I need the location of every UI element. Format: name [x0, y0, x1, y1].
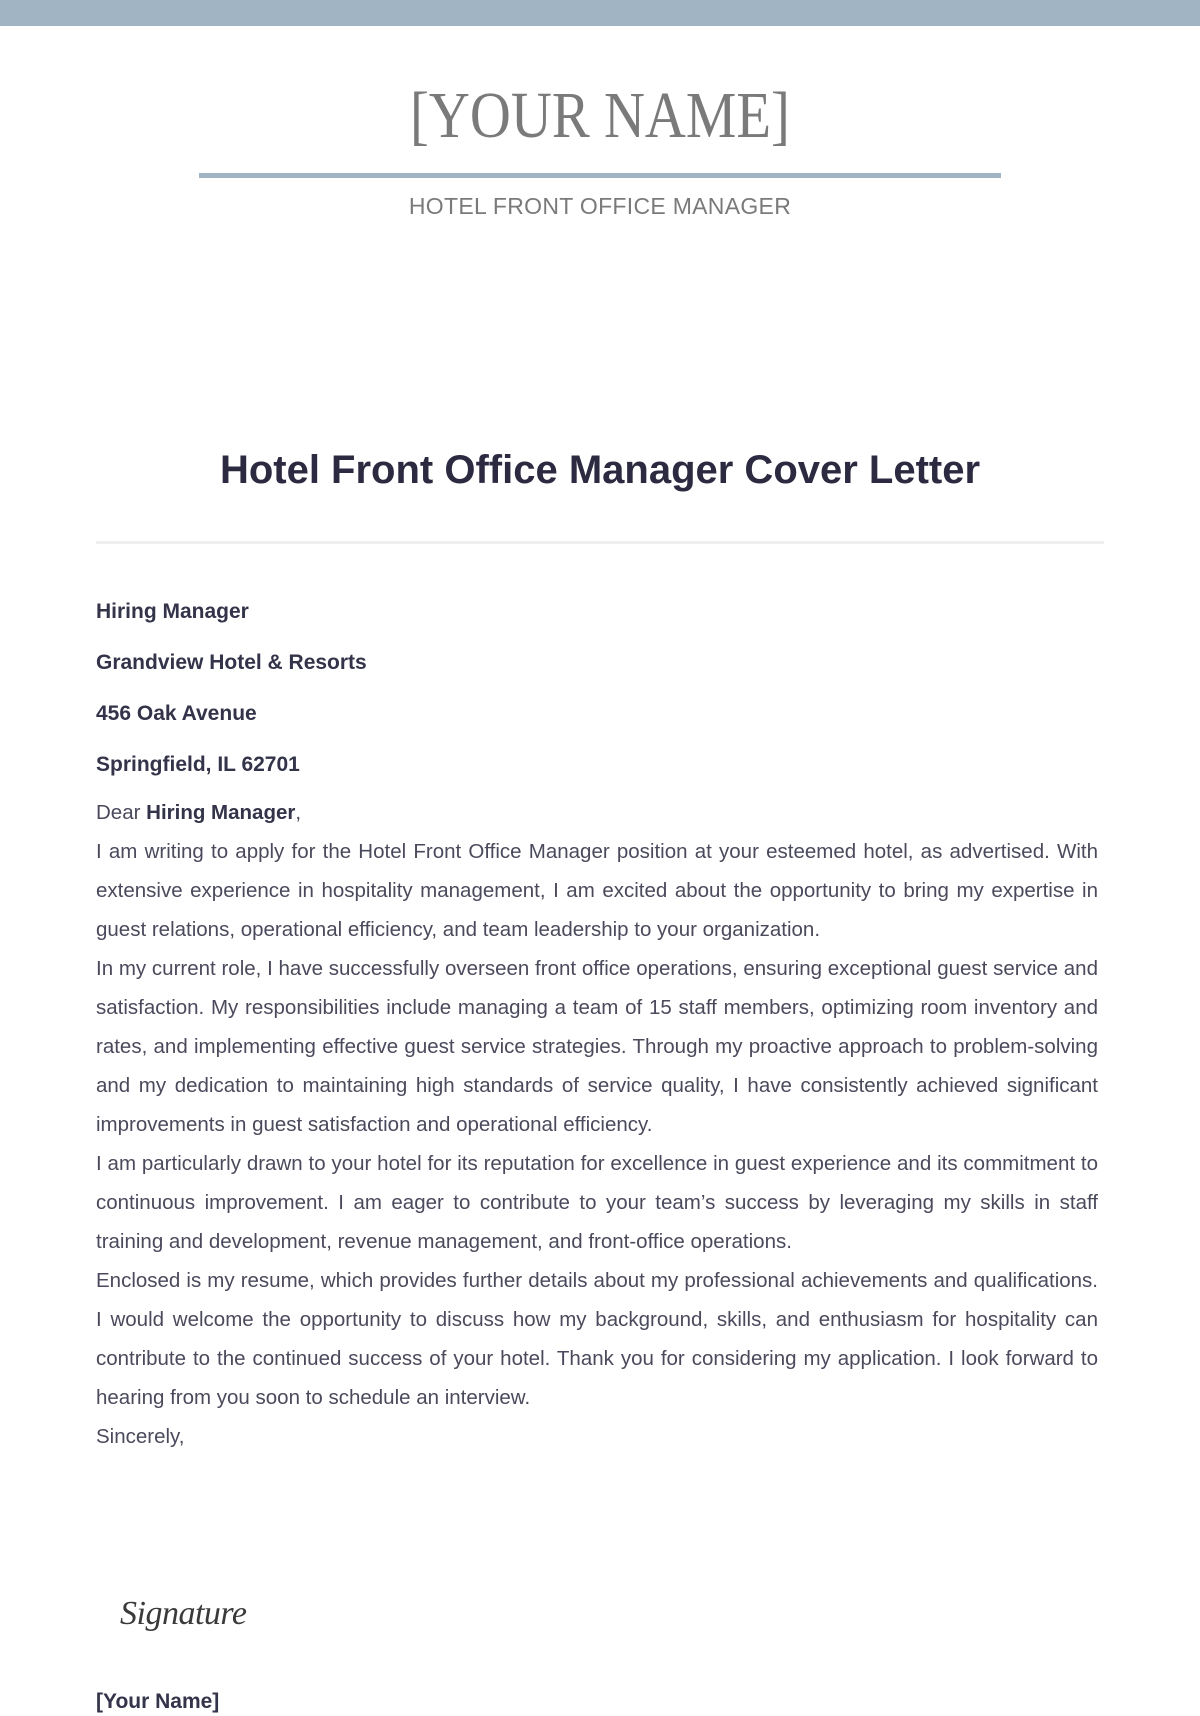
top-accent-bar — [0, 0, 1200, 26]
letter-paragraph-4: Enclosed is my resume, which provides further details about my professional achievements and qualifications. I would welcome the opportunity to discuss how my background, skills, and enthusiasm for hospitality can contribute to the continued success of your hotel. Thank you for considering my application. I look forward to hearing from you soon to schedule an interview. — [96, 1269, 1098, 1409]
recipient-address-block — [96, 598, 1096, 802]
recipient-street: 456 Oak Avenue — [96, 702, 257, 725]
title-divider — [96, 541, 1104, 544]
applicant-job-title: HOTEL FRONT OFFICE MANAGER — [408, 193, 792, 219]
letter-paragraph-1: I am writing to apply for the Hotel Front Office Manager position at your esteemed hotel, as advertised. With extensive experience in hospitality management, I am excited about the opportunity to bring my expertise in guest relations, operational efficiency, and team leadership to your organization. — [96, 840, 1098, 941]
signature: Signature — [120, 1595, 247, 1632]
recipient-city-state-zip: Springfield, IL 62701 — [96, 753, 300, 776]
document-title: Hotel Front Office Manager Cover Letter — [219, 448, 981, 492]
letter-body — [96, 793, 1098, 1456]
salutation-suffix: , — [295, 801, 302, 824]
salutation-name: Hiring Manager — [146, 801, 296, 824]
sender-name: [Your Name] — [96, 1690, 220, 1713]
recipient-name: Hiring Manager — [96, 600, 249, 623]
name-divider — [199, 173, 1001, 178]
salutation — [96, 793, 1098, 832]
recipient-company: Grandview Hotel & Resorts — [96, 651, 367, 674]
letter-paragraph-2: In my current role, I have successfully overseen front office operations, ensuring exceptional guest service and satisfaction. My responsibilities include managing a team of 15 staff members, optimizing room inventory and rates, and implementing effective guest service strategies. Through my proactive approach to problem-solving and my dedication to maintaining high standards of service quality, I have consistently achieved significant improvements in guest satisfaction and operational efficiency. — [96, 957, 1098, 1136]
applicant-name: [YOUR NAME] — [410, 79, 790, 152]
salutation-prefix: Dear — [96, 801, 147, 824]
letter-closing: Sincerely, — [96, 1425, 185, 1448]
letter-paragraph-3: I am particularly drawn to your hotel for its reputation for excellence in guest experience and its commitment to continuous improvement. I am eager to contribute to your team’s success by leveraging my skills in staff training and development, revenue management, and front-office operations. — [96, 1152, 1098, 1253]
